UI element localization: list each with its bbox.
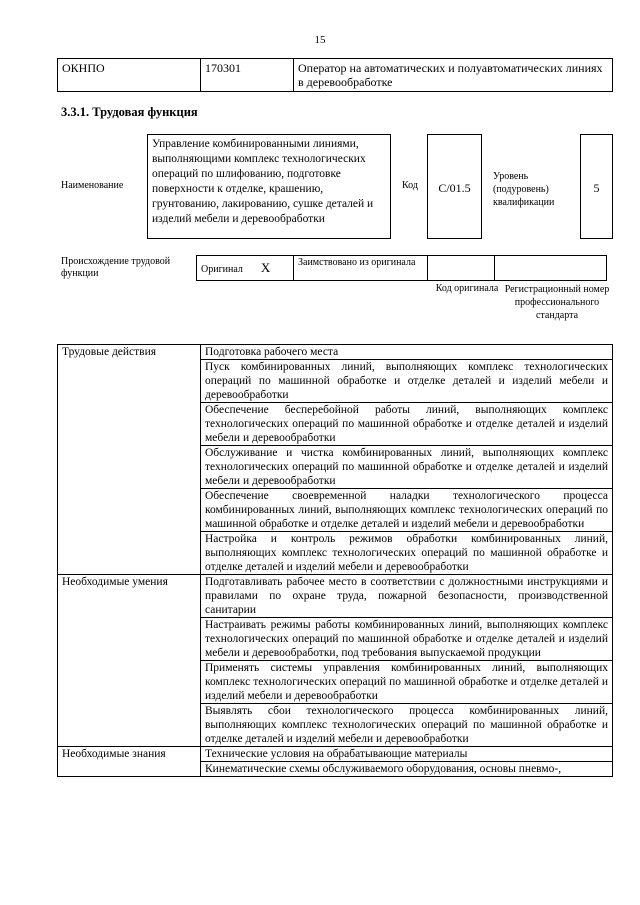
table-cell: Подготавливать рабочее место в соответствии с должностными инструкциями и правилами по охране труда, пожарной безопасности, производственной санитарии <box>201 575 613 618</box>
okpo-table <box>57 58 613 92</box>
original-label: Оригинал <box>201 264 243 275</box>
reg-number-caption: Регистрационный номер профессионального стандарта <box>504 284 610 321</box>
table-cell: Обеспечение своевременной наладки технологического процесса комбинированных линий, выполняющих комплекс технологических операций по машинной обработке и отделке деталей и изделий мебели и деревообработки <box>201 489 613 532</box>
borrowed-label: Заимствовано из оригинала <box>294 256 428 281</box>
table-cell: Технические условия на обрабатывающие материалы <box>201 747 613 762</box>
labor-function-name: Управление комбинированными линиями, выполняющими комплекс технологических операций по шлифованию, подготовке поверхности к отделке, крашению, грунтованию, лакированию, сушке деталей и изделий мебели и деревообработки <box>147 134 391 239</box>
section-title: 3.3.1. Трудовая функция <box>61 105 198 119</box>
reg-number-cell <box>495 256 607 281</box>
category-required-skills: Необходимые умения <box>58 575 201 747</box>
qualification-level-label: Уровень (подуровень) квалификации <box>493 171 555 208</box>
name-label: Наименование <box>61 180 124 191</box>
table-cell: Применять системы управления комбинированных линий, выполняющих комплекс технологических операций по машинной обработке и отделке деталей и изделий мебели и деревообработки <box>201 661 613 704</box>
table-cell: Настройка и контроль режимов обработки комбинированных линий, выполняющих комплекс технологических операций по машинной обработке и отделке деталей и изделий мебели и деревообработки <box>201 532 613 575</box>
origin-table <box>196 255 607 281</box>
category-labor-actions: Трудовые действия <box>58 345 201 575</box>
table-cell: Кинематические схемы обслуживаемого оборудования, основы пневмо-, <box>201 762 613 777</box>
competency-table <box>57 344 613 777</box>
origin-label: Происхождение трудовой функции <box>61 256 171 279</box>
table-row <box>58 345 613 360</box>
table-cell: Обслуживание и чистка комбинированных линий, выполняющих комплекс технологических операций по машинной обработке и отделке деталей и изделий мебели и деревообработки <box>201 446 613 489</box>
table-cell: Обеспечение бесперебойной работы линий, выполняющих комплекс технологических операций по машинной обработке и отделке деталей и изделий мебели и деревообработки <box>201 403 613 446</box>
okpo-label: ОКНПО <box>58 59 201 92</box>
original-cell <box>197 256 294 281</box>
okpo-row <box>58 59 613 92</box>
table-cell: Подготовка рабочего места <box>201 345 613 360</box>
labor-function-code: C/01.5 <box>427 134 482 239</box>
okpo-code: 170301 <box>201 59 294 92</box>
original-mark: X <box>260 260 271 275</box>
table-cell: Настраивать режимы работы комбинированных линий, выполняющих комплекс технологических операций по машинной обработке и отделке деталей и изделий мебели и деревообработки, под требования выпускаемой продукции <box>201 618 613 661</box>
table-row <box>58 747 613 762</box>
qualification-level-value: 5 <box>580 134 613 239</box>
table-cell: Пуск комбинированных линий, выполняющих комплекс технологических операций по машинной обработке и отделке деталей и изделий мебели и деревообработки <box>201 360 613 403</box>
okpo-name: Оператор на автоматических и полуавтоматических линиях в деревообработке <box>294 59 613 92</box>
code-label: Код <box>402 180 418 191</box>
table-row <box>58 575 613 618</box>
category-required-knowledge: Необходимые знания <box>58 747 201 777</box>
page-number: 15 <box>314 34 326 46</box>
table-cell: Выявлять сбои технологического процесса комбинированных линий, выполняющих комплекс технологических операций по машинной обработке и отделке деталей и изделий мебели и деревообработки <box>201 704 613 747</box>
code-original-caption: Код оригинала <box>435 283 499 294</box>
code-original-cell <box>428 256 495 281</box>
